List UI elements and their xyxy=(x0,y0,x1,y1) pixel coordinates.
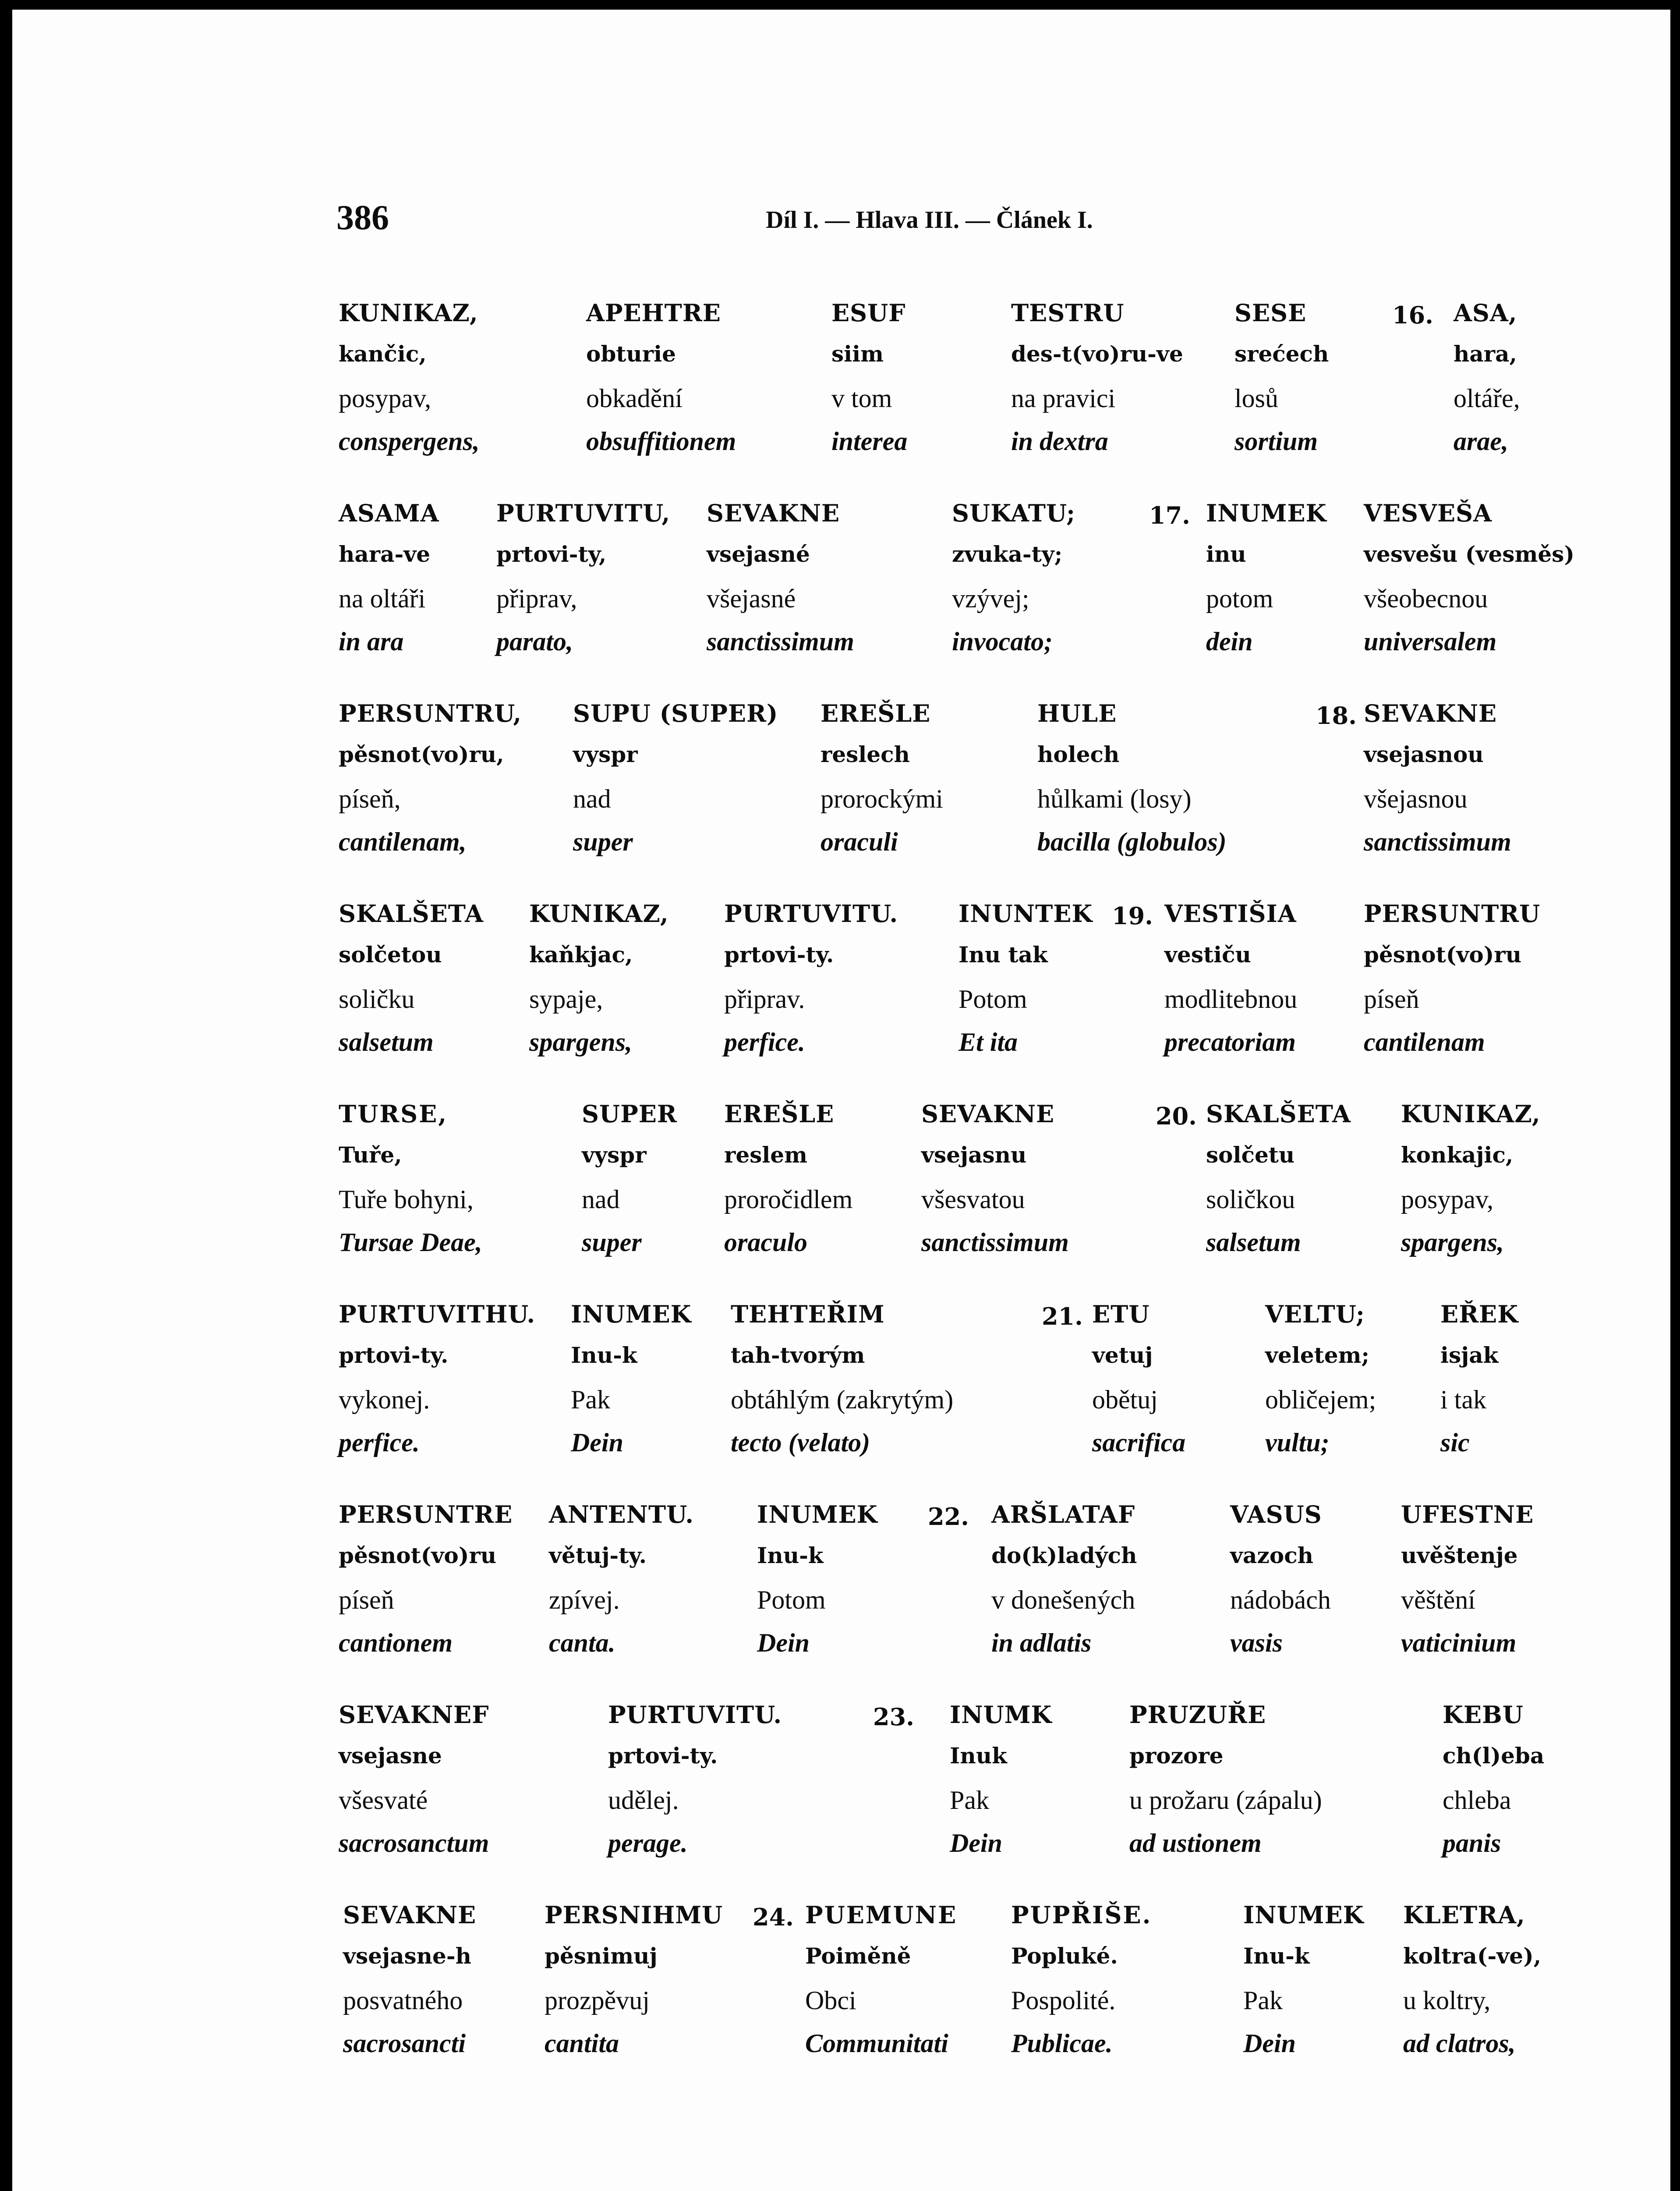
czech-gloss: všejasnou xyxy=(1364,784,1468,813)
transliteration: pěsnot(vo)ru, xyxy=(339,741,504,767)
transliteration: pěsnot(vo)ru xyxy=(339,1542,497,1568)
latin-gloss: panis xyxy=(1443,1829,1501,1858)
page-number: 386 xyxy=(336,199,389,237)
verse-block xyxy=(12,301,1670,476)
czech-gloss: soličkou xyxy=(1206,1185,1295,1214)
transliteration: isjak xyxy=(1440,1342,1499,1368)
transliteration: des-t(vo)ru-ve xyxy=(1011,341,1183,367)
gloss-column xyxy=(921,1102,1069,1255)
transliteration: konkajic, xyxy=(1401,1142,1514,1168)
transliteration: vestiču xyxy=(1164,942,1251,968)
umbrian-word: PURTUVITHU. xyxy=(339,1300,536,1328)
latin-gloss: tecto (velato) xyxy=(731,1428,870,1457)
latin-gloss: vasis xyxy=(1230,1628,1283,1657)
gloss-column xyxy=(1230,1500,1331,1657)
transliteration: vesvešu (vesměs) xyxy=(1364,541,1574,567)
latin-gloss: parato, xyxy=(496,627,573,656)
transliteration: obturie xyxy=(586,341,676,367)
transliteration: kančic, xyxy=(339,341,427,367)
czech-gloss: obkadění xyxy=(586,384,683,413)
czech-gloss: Pak xyxy=(1243,1986,1283,2015)
gloss-column xyxy=(339,301,480,454)
transliteration: prtovi-ty. xyxy=(724,942,834,968)
latin-gloss: super xyxy=(573,827,633,856)
czech-gloss: připrav, xyxy=(496,584,577,613)
verse-number: 18. xyxy=(1316,702,1357,730)
latin-gloss: invocato; xyxy=(952,627,1053,656)
czech-gloss: Tuře bohyni, xyxy=(339,1185,474,1214)
umbrian-word: TURSE, xyxy=(339,1100,448,1128)
umbrian-word: ARŠLATAF xyxy=(991,1500,1135,1528)
umbrian-word: SUPU (SUPER) xyxy=(573,699,778,727)
czech-gloss: soličku xyxy=(339,985,415,1014)
gloss-column xyxy=(608,1703,782,1856)
transliteration: inu xyxy=(1206,541,1246,567)
transliteration: solčetu xyxy=(1206,1142,1295,1168)
gloss-column xyxy=(496,501,670,655)
transliteration: Poiměně xyxy=(805,1943,911,1969)
gloss-column xyxy=(1206,1102,1351,1255)
latin-gloss: sortium xyxy=(1234,427,1318,456)
verse-number: 17. xyxy=(1149,501,1190,529)
running-title: Díl I. — Hlava III. — Článek I. xyxy=(766,206,1093,234)
czech-gloss: posvatného xyxy=(343,1986,463,2015)
transliteration: pěsnot(vo)ru xyxy=(1364,942,1522,968)
umbrian-word: PERSUNTRU, xyxy=(339,699,522,727)
transliteration: vazoch xyxy=(1230,1542,1313,1568)
gloss-column xyxy=(991,1500,1137,1657)
gloss-column xyxy=(1011,301,1183,454)
czech-gloss: Pak xyxy=(571,1385,610,1414)
gloss-column xyxy=(1164,902,1297,1055)
czech-gloss: v donešených xyxy=(991,1585,1135,1614)
latin-gloss: Dein xyxy=(1243,2029,1296,2058)
czech-gloss: proročidlem xyxy=(724,1185,853,1214)
verse-block xyxy=(12,902,1670,1077)
gloss-column xyxy=(1206,501,1327,655)
czech-gloss: obětuj xyxy=(1092,1385,1158,1414)
umbrian-word: SESE xyxy=(1234,299,1307,327)
latin-gloss: ad ustionem xyxy=(1129,1829,1262,1858)
czech-gloss: v tom xyxy=(831,384,892,413)
latin-gloss: precatoriam xyxy=(1164,1028,1296,1057)
latin-gloss: oraculi xyxy=(821,827,898,856)
czech-gloss: hůlkami (losy) xyxy=(1037,784,1192,813)
gloss-column xyxy=(952,501,1075,655)
umbrian-word: ASA, xyxy=(1454,299,1517,327)
transliteration: vsejasne-h xyxy=(343,1943,471,1969)
transliteration: uvěštenje xyxy=(1401,1542,1518,1568)
czech-gloss: Potom xyxy=(958,985,1027,1014)
transliteration: koltra(-ve), xyxy=(1403,1943,1542,1969)
verse-number: 21. xyxy=(1042,1302,1083,1330)
gloss-column xyxy=(529,902,669,1055)
umbrian-word: SEVAKNE xyxy=(343,1901,477,1929)
umbrian-word: ASAMA xyxy=(339,499,439,527)
latin-gloss: sacrosanctum xyxy=(339,1829,489,1858)
transliteration: Inuk xyxy=(950,1743,1007,1769)
umbrian-word: SEVAKNE xyxy=(707,499,840,527)
transliteration: vyspr xyxy=(582,1142,647,1168)
verse-number: 22. xyxy=(928,1503,969,1531)
latin-gloss: sanctissimum xyxy=(707,627,854,656)
latin-gloss: canta. xyxy=(549,1628,615,1657)
latin-gloss: Dein xyxy=(757,1628,810,1657)
umbrian-word: VELTU; xyxy=(1265,1300,1365,1328)
gloss-column xyxy=(1401,1500,1534,1657)
gloss-column xyxy=(339,1703,489,1856)
latin-gloss: cantilenam xyxy=(1364,1028,1485,1057)
transliteration: Inu-k xyxy=(1243,1943,1310,1969)
czech-gloss: vzývej; xyxy=(952,584,1029,613)
czech-gloss: Obci xyxy=(805,1986,856,2015)
umbrian-word: SKALŠETA xyxy=(1206,1100,1351,1128)
umbrian-word: TEHTEŘIM xyxy=(731,1300,885,1328)
latin-gloss: super xyxy=(582,1228,642,1257)
umbrian-word: EŘEK xyxy=(1440,1300,1519,1328)
transliteration: kaňkjac, xyxy=(529,942,633,968)
transliteration: prtovi-ty. xyxy=(339,1342,449,1368)
latin-gloss: Et ita xyxy=(958,1028,1018,1057)
latin-gloss: sic xyxy=(1440,1428,1470,1457)
umbrian-word: INUMEK xyxy=(1206,499,1327,527)
gloss-column xyxy=(1364,501,1574,655)
czech-gloss: potom xyxy=(1206,584,1273,613)
latin-gloss: vultu; xyxy=(1265,1428,1330,1457)
verse-block xyxy=(12,1903,1670,2078)
umbrian-word: PURTUVITU. xyxy=(608,1701,782,1729)
umbrian-word: EREŠLE xyxy=(724,1100,835,1128)
umbrian-word: PUPŘIŠE. xyxy=(1011,1901,1152,1929)
latin-gloss: dein xyxy=(1206,627,1253,656)
transliteration: pěsnimuj xyxy=(545,1943,658,1969)
gloss-column xyxy=(339,1302,535,1456)
transliteration: Inu-k xyxy=(571,1342,637,1368)
latin-gloss: sacrifica xyxy=(1092,1428,1186,1457)
gloss-column xyxy=(1401,1102,1541,1255)
umbrian-word: ETU xyxy=(1092,1300,1150,1328)
latin-gloss: cantita xyxy=(545,2029,619,2058)
latin-gloss: conspergens, xyxy=(339,427,480,456)
gloss-column xyxy=(1234,301,1329,454)
transliteration: vyspr xyxy=(573,741,638,767)
gloss-column xyxy=(731,1302,953,1456)
transliteration: Inu tak xyxy=(958,942,1048,968)
transliteration: ch(l)eba xyxy=(1443,1743,1545,1769)
czech-gloss: nad xyxy=(573,784,611,813)
transliteration: veletem; xyxy=(1265,1342,1369,1368)
latin-gloss: universalem xyxy=(1364,627,1497,656)
gloss-column xyxy=(343,1903,476,2056)
czech-gloss: vykonej. xyxy=(339,1385,430,1414)
umbrian-word: INUMEK xyxy=(571,1300,692,1328)
gloss-column xyxy=(339,1500,513,1657)
czech-gloss: Pak xyxy=(950,1786,989,1815)
verse-number: 16. xyxy=(1392,301,1433,329)
transliteration: prozore xyxy=(1129,1743,1224,1769)
document-page xyxy=(12,10,1670,2191)
transliteration: holech xyxy=(1037,741,1120,767)
czech-gloss: u prožaru (zápalu) xyxy=(1129,1786,1322,1815)
czech-gloss: oltáře, xyxy=(1454,384,1520,413)
latin-gloss: Dein xyxy=(571,1428,623,1457)
gloss-column xyxy=(958,902,1093,1055)
gloss-column xyxy=(821,699,943,856)
gloss-column xyxy=(1129,1703,1322,1856)
transliteration: Popluké. xyxy=(1011,1943,1118,1969)
czech-gloss: píseň xyxy=(339,1585,394,1614)
gloss-column xyxy=(1265,1302,1376,1456)
gloss-column xyxy=(707,501,854,655)
latin-gloss: arae, xyxy=(1454,427,1508,456)
latin-gloss: Communitati xyxy=(805,2029,948,2058)
latin-gloss: cantionem xyxy=(339,1628,453,1657)
gloss-column xyxy=(1403,1903,1541,2056)
czech-gloss: na pravici xyxy=(1011,384,1116,413)
gloss-column xyxy=(1243,1903,1364,2056)
gloss-column xyxy=(1440,1302,1518,1456)
czech-gloss: píseň, xyxy=(339,784,401,813)
umbrian-word: VASUS xyxy=(1230,1500,1322,1528)
verse-number: 24. xyxy=(753,1903,794,1931)
verse-number: 20. xyxy=(1156,1102,1197,1130)
gloss-column xyxy=(549,1500,694,1657)
umbrian-word: INUNTEK xyxy=(958,900,1093,928)
umbrian-word: KUNIKAZ, xyxy=(529,900,669,928)
umbrian-word: SEVAKNE xyxy=(921,1100,1055,1128)
latin-gloss: cantilenam, xyxy=(339,827,467,856)
umbrian-word: SUKATU; xyxy=(952,499,1076,527)
transliteration: větuj-ty. xyxy=(549,1542,647,1568)
czech-gloss: nad xyxy=(582,1185,620,1214)
czech-gloss: Pospolité. xyxy=(1011,1986,1116,2015)
czech-gloss: modlitebnou xyxy=(1164,985,1298,1014)
verse-block xyxy=(12,1500,1670,1678)
czech-gloss: losů xyxy=(1234,384,1279,413)
gloss-column xyxy=(339,902,484,1055)
gloss-column xyxy=(950,1703,1052,1856)
verse-number: 19. xyxy=(1112,902,1153,930)
czech-gloss: na oltáři xyxy=(339,584,426,613)
umbrian-word: KUNIKAZ, xyxy=(339,299,478,327)
transliteration: vsejasnu xyxy=(921,1142,1027,1168)
transliteration: solčetou xyxy=(339,942,442,968)
czech-gloss: všesvaté xyxy=(339,1786,428,1815)
verse-number: 23. xyxy=(873,1703,914,1731)
czech-gloss: obličejem; xyxy=(1265,1385,1376,1414)
umbrian-word: SEVAKNE xyxy=(1364,699,1497,727)
gloss-column xyxy=(1364,902,1540,1055)
umbrian-word: ANTENTU. xyxy=(549,1500,694,1528)
czech-gloss: i tak xyxy=(1440,1385,1486,1414)
umbrian-word: INUMEK xyxy=(1243,1901,1364,1929)
transliteration: siim xyxy=(831,341,884,367)
latin-gloss: obsuffitionem xyxy=(586,427,736,456)
verse-block xyxy=(12,699,1670,877)
transliteration: prtovi-ty, xyxy=(496,541,607,567)
czech-gloss: píseň xyxy=(1364,985,1419,1014)
gloss-column xyxy=(724,902,898,1055)
gloss-column xyxy=(805,1903,957,2056)
czech-gloss: obtáhlým (zakrytým) xyxy=(731,1385,954,1414)
transliteration: vsejasnou xyxy=(1364,741,1484,767)
czech-gloss: posypav, xyxy=(339,384,431,413)
gloss-column xyxy=(545,1903,723,2056)
umbrian-word: KLETRA, xyxy=(1403,1901,1525,1929)
gloss-column xyxy=(724,1102,852,1255)
latin-gloss: perfice. xyxy=(724,1028,805,1057)
verse-block xyxy=(12,1703,1670,1878)
transliteration: do(k)ladých xyxy=(991,1542,1137,1568)
czech-gloss: všejasné xyxy=(707,584,796,613)
gloss-column xyxy=(1364,699,1511,856)
transliteration: reslech xyxy=(821,741,910,767)
czech-gloss: sypaje, xyxy=(529,985,603,1014)
umbrian-word: KEBU xyxy=(1443,1701,1524,1729)
transliteration: Tuře, xyxy=(339,1142,402,1168)
transliteration: reslem xyxy=(724,1142,808,1168)
umbrian-word: VESTIŠIA xyxy=(1164,900,1297,928)
czech-gloss: Potom xyxy=(757,1585,826,1614)
gloss-column xyxy=(571,1302,692,1456)
umbrian-word: TESTRU xyxy=(1011,299,1125,327)
gloss-column xyxy=(339,1102,482,1255)
latin-gloss: in dextra xyxy=(1011,427,1108,456)
umbrian-word: EREŠLE xyxy=(821,699,931,727)
latin-gloss: spargens, xyxy=(529,1028,633,1057)
czech-gloss: prorockými xyxy=(821,784,943,813)
latin-gloss: spargens, xyxy=(1401,1228,1504,1257)
gloss-column xyxy=(586,301,736,454)
transliteration: vsejasne xyxy=(339,1743,442,1769)
umbrian-word: SUPER xyxy=(582,1100,677,1128)
umbrian-word: INUMK xyxy=(950,1701,1052,1729)
page-header xyxy=(12,198,1670,251)
gloss-column xyxy=(339,699,522,856)
umbrian-word: PURTUVITU. xyxy=(724,900,898,928)
latin-gloss: sanctissimum xyxy=(921,1228,1069,1257)
umbrian-word: ESUF xyxy=(831,299,906,327)
umbrian-word: APEHTRE xyxy=(586,299,721,327)
gloss-column xyxy=(1037,699,1227,856)
transliteration: vsejasné xyxy=(707,541,810,567)
umbrian-word: PUEMUNE xyxy=(805,1901,958,1929)
gloss-column xyxy=(1011,1903,1152,2056)
latin-gloss: Dein xyxy=(950,1829,1002,1858)
gloss-column xyxy=(573,699,778,856)
latin-gloss: in adlatis xyxy=(991,1628,1092,1657)
czech-gloss: nádobách xyxy=(1230,1585,1331,1614)
czech-gloss: posypav, xyxy=(1401,1185,1494,1214)
umbrian-word: SKALŠETA xyxy=(339,900,484,928)
umbrian-word: SEVAKNEF xyxy=(339,1701,489,1729)
latin-gloss: bacilla (globulos) xyxy=(1037,827,1227,856)
latin-gloss: perage. xyxy=(608,1829,688,1858)
czech-gloss: připrav. xyxy=(724,985,805,1014)
latin-gloss: ad clatros, xyxy=(1403,2029,1516,2058)
umbrian-word: PERSUNTRE xyxy=(339,1500,513,1528)
czech-gloss: věštění xyxy=(1401,1585,1475,1614)
czech-gloss: u koltry, xyxy=(1403,1986,1491,2015)
latin-gloss: Tursae Deae, xyxy=(339,1228,482,1257)
verse-block xyxy=(12,501,1670,677)
czech-gloss: chleba xyxy=(1443,1786,1511,1815)
transliteration: Inu-k xyxy=(757,1542,824,1568)
umbrian-word: PERSUNTRU xyxy=(1364,900,1541,928)
gloss-column xyxy=(831,301,907,454)
latin-gloss: sanctissimum xyxy=(1364,827,1511,856)
gloss-column xyxy=(339,501,439,655)
umbrian-word: PERSNIHMU xyxy=(545,1901,723,1929)
transliteration: hara, xyxy=(1454,341,1517,367)
transliteration: vetuj xyxy=(1092,1342,1153,1368)
latin-gloss: interea xyxy=(831,427,908,456)
gloss-column xyxy=(1454,301,1520,454)
transliteration: tah-tvorým xyxy=(731,1342,865,1368)
transliteration: prtovi-ty. xyxy=(608,1743,718,1769)
czech-gloss: prozpěvuj xyxy=(545,1986,650,2015)
transliteration: zvuka-ty; xyxy=(952,541,1063,567)
umbrian-word: INUMEK xyxy=(757,1500,878,1528)
latin-gloss: oraculo xyxy=(724,1228,808,1257)
czech-gloss: všeobecnou xyxy=(1364,584,1488,613)
latin-gloss: salsetum xyxy=(1206,1228,1301,1257)
umbrian-word: PURTUVITU, xyxy=(496,499,671,527)
latin-gloss: in ara xyxy=(339,627,404,656)
umbrian-word: PRUZUŘE xyxy=(1129,1701,1266,1729)
latin-gloss: perfice. xyxy=(339,1428,420,1457)
latin-gloss: salsetum xyxy=(339,1028,434,1057)
umbrian-word: VESVEŠA xyxy=(1364,499,1493,527)
latin-gloss: sacrosancti xyxy=(343,2029,466,2058)
umbrian-word: KUNIKAZ, xyxy=(1401,1100,1541,1128)
umbrian-word: UFESTNE xyxy=(1401,1500,1534,1528)
gloss-column xyxy=(1092,1302,1185,1456)
gloss-column xyxy=(1443,1703,1544,1856)
gloss-column xyxy=(582,1102,677,1255)
verse-block xyxy=(12,1302,1670,1478)
czech-gloss: zpívej. xyxy=(549,1585,620,1614)
latin-gloss: Publicae. xyxy=(1011,2029,1113,2058)
czech-gloss: všesvatou xyxy=(921,1185,1025,1214)
latin-gloss: vaticinium xyxy=(1401,1628,1517,1657)
czech-gloss: udělej. xyxy=(608,1786,679,1815)
transliteration: hara-ve xyxy=(339,541,431,567)
umbrian-word: HULE xyxy=(1037,699,1117,727)
gloss-column xyxy=(757,1500,878,1657)
transliteration: srećech xyxy=(1234,341,1329,367)
verse-block xyxy=(12,1102,1670,1277)
